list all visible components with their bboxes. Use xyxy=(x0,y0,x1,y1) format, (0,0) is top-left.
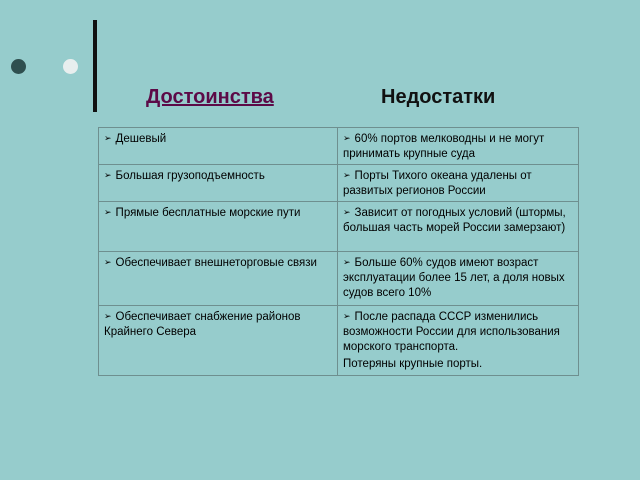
decorative-vertical-line xyxy=(93,20,97,112)
bullet-arrow-icon: ➢ xyxy=(104,257,112,267)
advantage-cell xyxy=(99,306,338,376)
table-row xyxy=(99,306,579,376)
comparison-table xyxy=(98,127,579,376)
advantage-cell xyxy=(99,252,338,306)
heading-advantages: Достоинства xyxy=(146,86,274,108)
bullet-arrow-icon: ➢ xyxy=(104,207,112,217)
table-row xyxy=(99,165,579,202)
table-row xyxy=(99,202,579,252)
disadvantage-note: Потеряны крупные порты. xyxy=(343,358,483,370)
table-row xyxy=(99,252,579,306)
bullet-arrow-icon: ➢ xyxy=(343,170,351,180)
decorative-dot-light xyxy=(63,59,78,74)
bullet-arrow-icon: ➢ xyxy=(104,311,112,321)
disadvantage-text: Больше 60% судов имеют возраст эксплуатации более 15 лет, а доля новых судов всего 10% xyxy=(343,257,565,299)
bullet-arrow-icon: ➢ xyxy=(343,207,351,217)
bullet-arrow-icon: ➢ xyxy=(104,170,112,180)
advantage-cell xyxy=(99,128,338,165)
decorative-dot-dark xyxy=(11,59,26,74)
disadvantage-cell xyxy=(338,165,579,202)
disadvantage-cell xyxy=(338,306,579,376)
bullet-arrow-icon: ➢ xyxy=(343,257,351,267)
bullet-arrow-icon: ➢ xyxy=(104,133,112,143)
table-row xyxy=(99,128,579,165)
bullet-arrow-icon: ➢ xyxy=(343,311,351,321)
disadvantage-cell xyxy=(338,252,579,306)
disadvantage-text: 60% портов мелководны и не могут принимать крупные суда xyxy=(343,133,545,160)
advantage-text: Обеспечивает внешнеторговые связи xyxy=(115,257,317,269)
advantage-text: Прямые бесплатные морские пути xyxy=(115,207,301,219)
advantage-text: Дешевый xyxy=(115,133,167,145)
advantage-text: Большая грузоподъемность xyxy=(115,170,265,182)
disadvantage-cell xyxy=(338,202,579,252)
bullet-arrow-icon: ➢ xyxy=(343,133,351,143)
advantage-cell xyxy=(99,165,338,202)
heading-disadvantages: Недостатки xyxy=(381,86,496,108)
advantage-cell xyxy=(99,202,338,252)
disadvantage-text: Порты Тихого океана удалены от развитых регионов России xyxy=(343,170,532,197)
advantage-text: Обеспечивает снабжение районов Крайнего Севера xyxy=(104,311,301,338)
disadvantage-text: После распада СССР изменились возможности России для использования морского транспорта. xyxy=(343,311,560,353)
disadvantage-text: Зависит от погодных условий (штормы, большая часть морей России замерзают) xyxy=(343,207,566,234)
disadvantage-cell xyxy=(338,128,579,165)
